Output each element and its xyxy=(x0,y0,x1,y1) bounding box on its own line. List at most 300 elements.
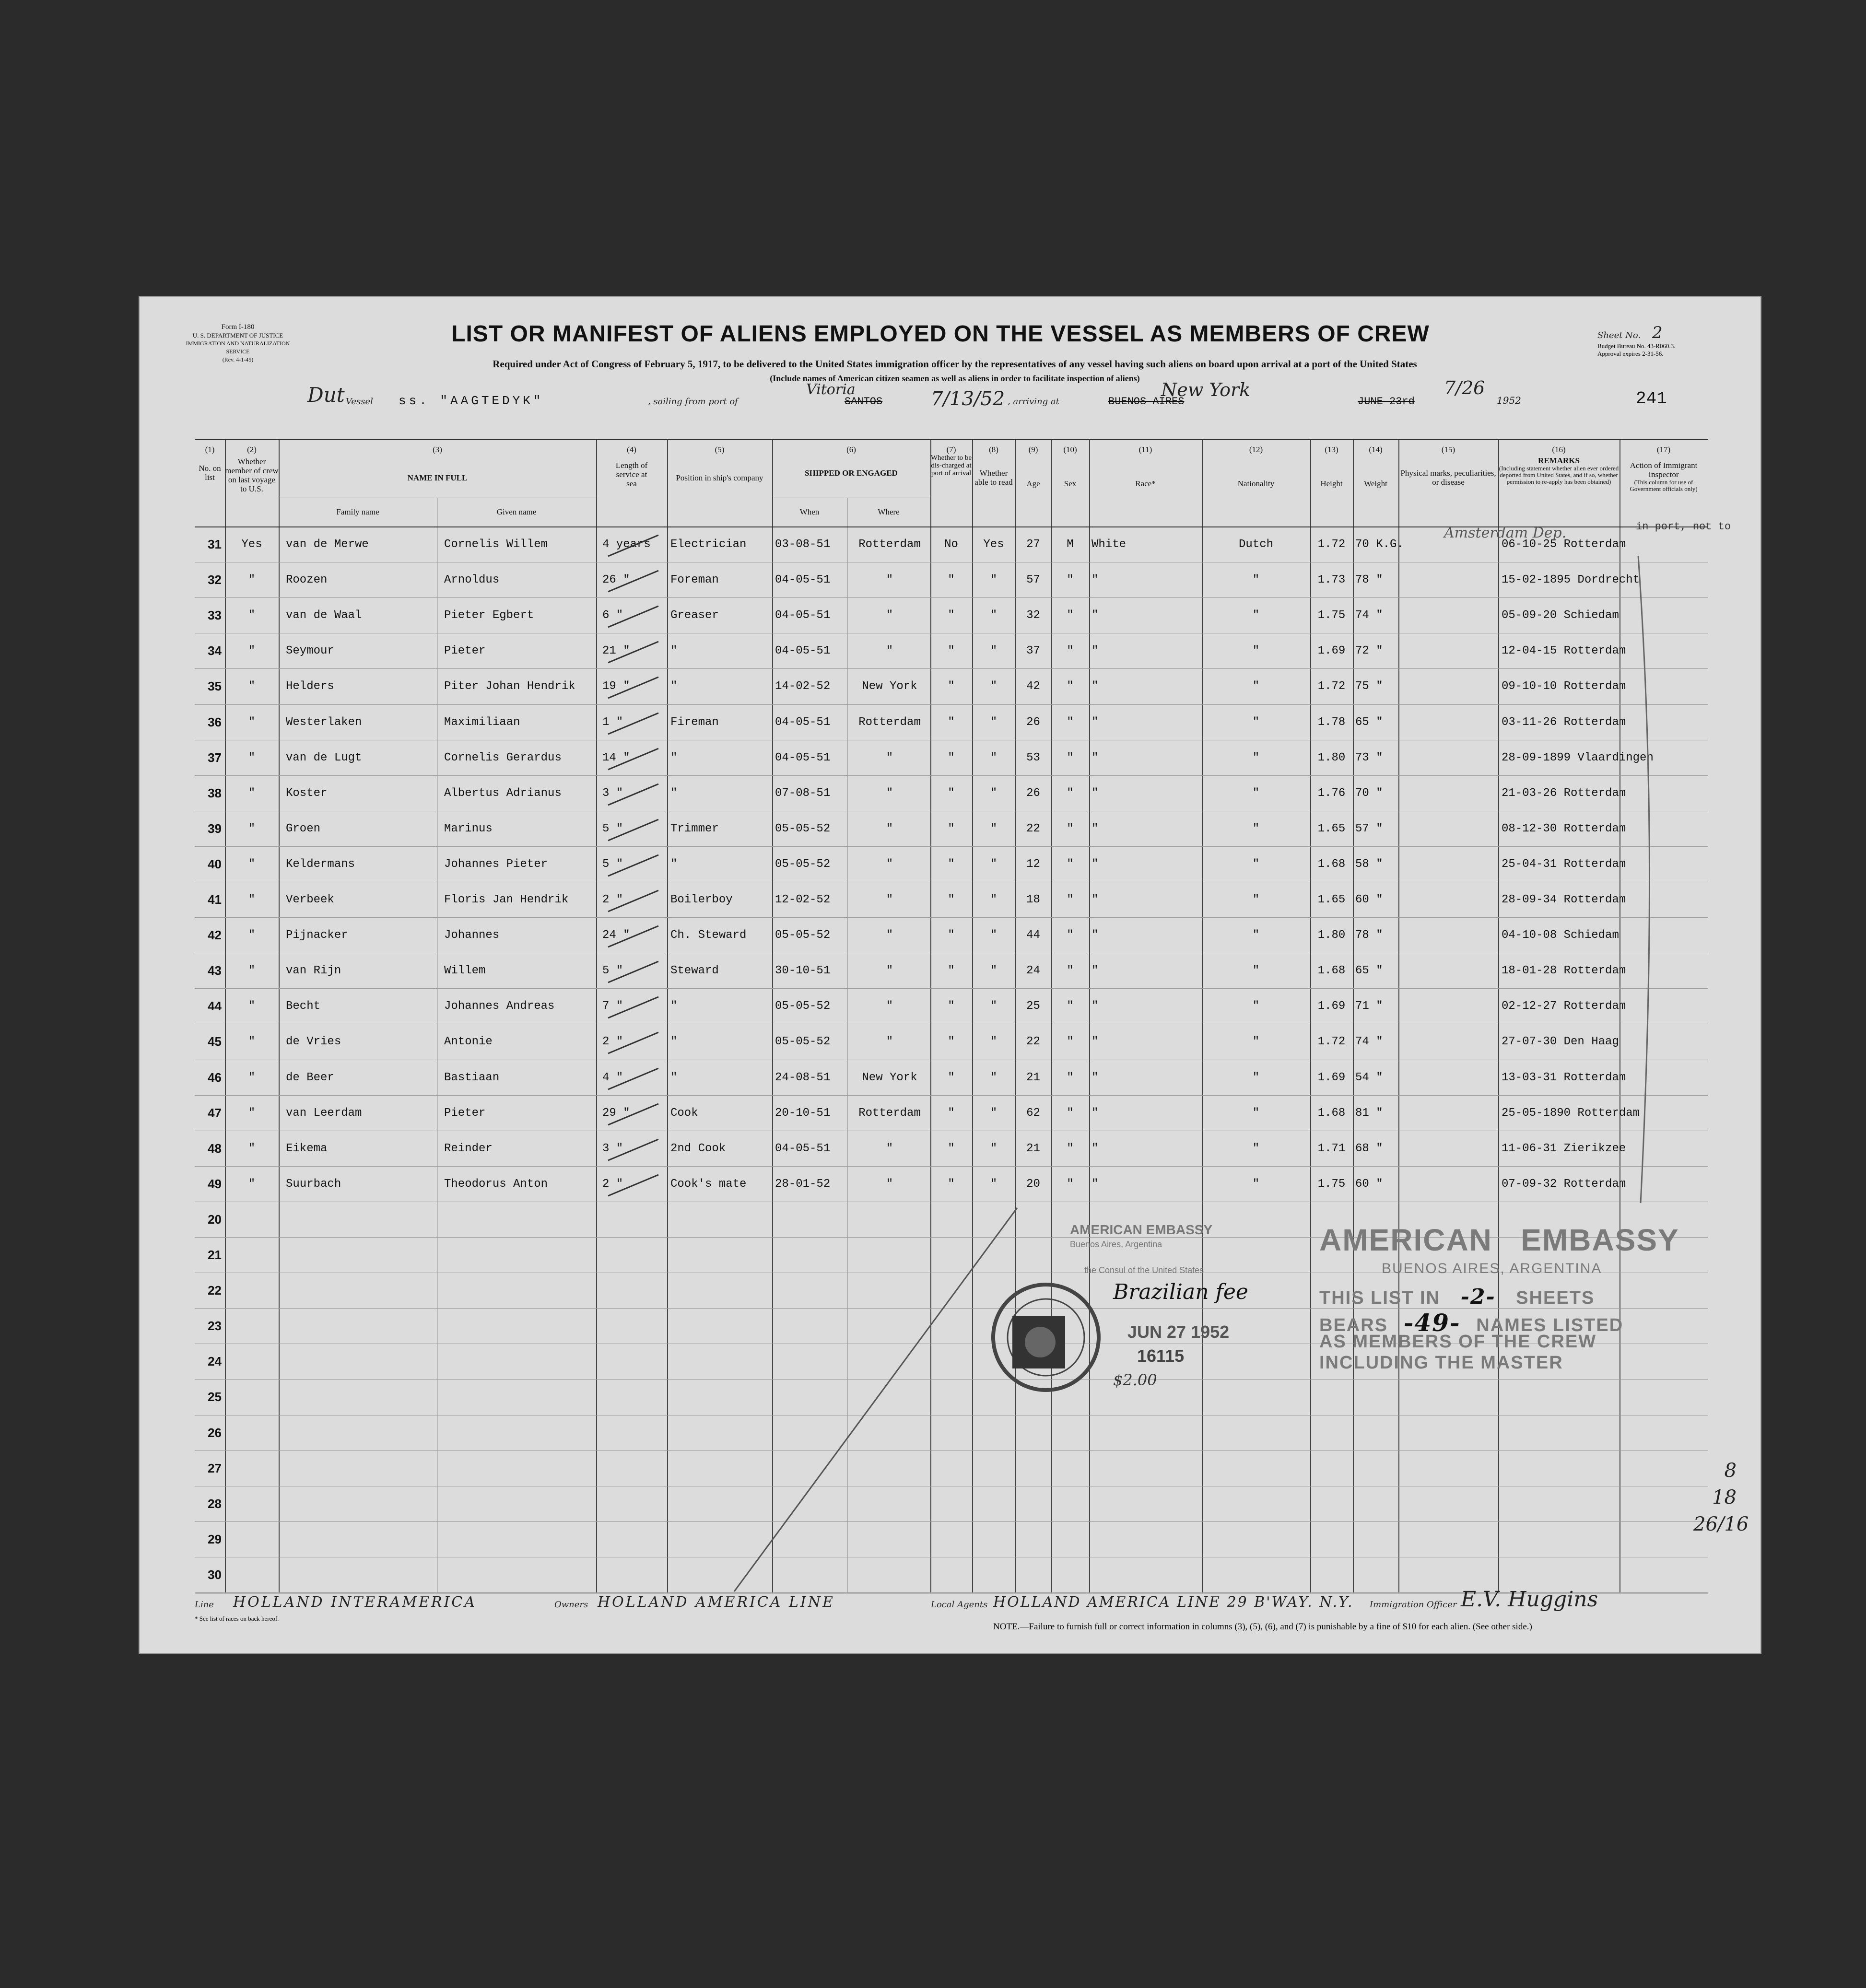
row-number: 41 xyxy=(208,892,222,907)
col-label: Position in ship's company xyxy=(676,473,763,482)
cell-prev: " xyxy=(248,857,256,871)
tally-line: 8 xyxy=(1724,1460,1737,1482)
footer-line-value: HOLLAND INTERAMERICA xyxy=(233,1594,477,1611)
cell-where: " xyxy=(886,964,893,978)
cell-read: " xyxy=(990,929,998,942)
cell-discharge: " xyxy=(948,857,955,871)
footer-race-note: * See list of races on back hereof. xyxy=(195,1615,279,1622)
cell-height: 1.80 xyxy=(1317,929,1346,942)
cell-race: " xyxy=(1091,786,1099,800)
cell-race: " xyxy=(1091,715,1099,729)
cell-race: " xyxy=(1091,680,1099,693)
footer xyxy=(195,1587,1729,1642)
col-num: (7) xyxy=(946,445,956,454)
col-num: (8) xyxy=(989,445,998,454)
form-number: Form I-180 xyxy=(221,323,255,331)
cell-height: 1.68 xyxy=(1317,857,1346,871)
col-num: (15) xyxy=(1441,445,1455,454)
budget-bureau: Budget Bureau No. 43-R060.3. xyxy=(1597,342,1676,350)
tally-line: 26/16 xyxy=(1693,1513,1749,1535)
cell-sex: " xyxy=(1067,609,1074,622)
cell-sex: M xyxy=(1067,538,1074,551)
cell-position: " xyxy=(670,644,678,658)
cell-sex: " xyxy=(1067,1106,1074,1120)
cell-age: 26 xyxy=(1026,715,1040,729)
cell-when: 04-05-51 xyxy=(775,751,831,764)
cell-remarks: 28-09-1899 Vlaardingen xyxy=(1502,751,1654,764)
cell-service: 21 " xyxy=(602,644,630,658)
cell-weight: 78 " xyxy=(1355,929,1383,942)
cell-race: " xyxy=(1091,751,1099,764)
cell-family: Keldermans xyxy=(286,857,355,871)
sheet-number: 2 xyxy=(1652,323,1663,342)
form-subtitle-note: (Include names of American citizen seamen as well as aliens in order to facilitate inspection of aliens) xyxy=(770,374,1140,383)
year: 1952 xyxy=(1497,395,1521,406)
cell-read: " xyxy=(990,573,998,587)
cell-height: 1.71 xyxy=(1317,1142,1346,1155)
row-number: 48 xyxy=(208,1141,222,1156)
cell-family: Verbeek xyxy=(286,893,334,906)
cell-given: Albertus Adrianus xyxy=(444,786,562,800)
cell-when: 03-08-51 xyxy=(775,538,831,551)
col-num: (5) xyxy=(715,445,725,454)
cell-where: Rotterdam xyxy=(858,715,921,729)
arriving-label: , arriving at xyxy=(1008,397,1059,407)
cell-height: 1.69 xyxy=(1317,1071,1346,1084)
cell-when: 24-08-51 xyxy=(775,1071,831,1084)
cell-remarks: 02-12-27 Rotterdam xyxy=(1502,1000,1626,1013)
cell-weight: 60 " xyxy=(1355,1177,1383,1191)
cell-when: 05-05-52 xyxy=(775,822,831,835)
cell-where: " xyxy=(886,573,893,587)
cell-sex: " xyxy=(1067,786,1074,800)
cell-prev: " xyxy=(248,1106,256,1120)
cell-service: 24 " xyxy=(602,929,630,942)
cell-prev: " xyxy=(248,609,256,622)
cell-discharge: " xyxy=(948,1106,955,1120)
stamp-small-line2: Buenos Aires, Argentina xyxy=(1070,1240,1162,1249)
cell-prev: " xyxy=(248,751,256,764)
cell-discharge: " xyxy=(948,680,955,693)
cell-given: Floris Jan Hendrik xyxy=(444,893,569,906)
cell-service: 3 " xyxy=(602,1142,623,1155)
cell-sex: " xyxy=(1067,1142,1074,1155)
cell-nationality: " xyxy=(1252,786,1260,800)
cell-age: 42 xyxy=(1026,680,1040,693)
cell-read: " xyxy=(990,751,998,764)
cell-sex: " xyxy=(1067,715,1074,729)
consular-stamp xyxy=(936,1213,1367,1414)
cell-remarks: 06-10-25 Rotterdam xyxy=(1502,538,1626,551)
row-number: 33 xyxy=(208,608,222,623)
cell-prev: " xyxy=(248,573,256,587)
cell-discharge: " xyxy=(948,964,955,978)
cell-prev: " xyxy=(248,964,256,978)
cell-read: " xyxy=(990,893,998,906)
cell-family: Roozen xyxy=(286,573,328,587)
cell-prev: " xyxy=(248,822,256,835)
cell-sex: " xyxy=(1067,857,1074,871)
cell-height: 1.69 xyxy=(1317,644,1346,658)
row-number: 31 xyxy=(208,537,222,551)
cell-nationality: " xyxy=(1252,573,1260,587)
stamp-this-list: THIS LIST IN xyxy=(1319,1288,1440,1308)
cell-race: " xyxy=(1091,822,1099,835)
cell-weight: 57 " xyxy=(1355,822,1383,835)
cell-height: 1.72 xyxy=(1317,1035,1346,1049)
sailing-port-hand: Vitoria xyxy=(806,381,856,398)
cell-position: Boilerboy xyxy=(670,893,733,906)
cell-race: " xyxy=(1091,1071,1099,1084)
pencil-marks xyxy=(140,297,1760,1653)
cell-where: " xyxy=(886,644,893,658)
row-number: 27 xyxy=(208,1461,222,1475)
row-number: 37 xyxy=(208,750,222,765)
col-label: Whether to be dis-charged at port of arrival xyxy=(931,454,972,477)
cell-position: " xyxy=(670,1071,678,1084)
cell-weight: 74 " xyxy=(1355,609,1383,622)
cell-nationality: " xyxy=(1252,1177,1260,1191)
footer-note: NOTE.—Failure to furnish full or correct information in columns (3), (5), (6), and (7) is punishable by a fine of $10 for each alien. (See other side.) xyxy=(993,1622,1532,1632)
cell-nationality: " xyxy=(1252,609,1260,622)
cell-remarks: 04-10-08 Schiedam xyxy=(1502,929,1619,942)
cell-given: Theodorus Anton xyxy=(444,1177,548,1191)
cell-given: Cornelis Willem xyxy=(444,538,548,551)
cell-race: " xyxy=(1091,644,1099,658)
cell-given: Antonie xyxy=(444,1035,493,1049)
row-number: 26 xyxy=(208,1425,222,1440)
cell-service: 14 " xyxy=(602,751,630,764)
cell-height: 1.80 xyxy=(1317,751,1346,764)
cell-nationality: " xyxy=(1252,964,1260,978)
col-label: Physical marks, peculiarities, or disease xyxy=(1400,468,1496,487)
cell-family: de Vries xyxy=(286,1035,341,1049)
cell-height: 1.73 xyxy=(1317,573,1346,587)
col-label: No. on list xyxy=(199,464,221,482)
cell-family: de Beer xyxy=(286,1071,334,1084)
cell-service: 3 " xyxy=(602,786,623,800)
cell-given: Johannes Andreas xyxy=(444,1000,555,1013)
cell-sex: " xyxy=(1067,680,1074,693)
footer-owners-value: HOLLAND AMERICA LINE xyxy=(598,1594,835,1611)
cell-position: " xyxy=(670,751,678,764)
cell-sex: " xyxy=(1067,893,1074,906)
col-label: Whether member of crew on last voyage to U.S. xyxy=(225,457,279,493)
stamp-small-line3: the Consul of the United States xyxy=(1084,1265,1204,1275)
cell-remarks: 15-02-1895 Dordrecht xyxy=(1502,573,1640,587)
col-header-given: Given name xyxy=(496,507,537,516)
stamp-sheets: SHEETS xyxy=(1516,1288,1595,1308)
cell-when: 04-05-51 xyxy=(775,715,831,729)
cell-height: 1.65 xyxy=(1317,893,1346,906)
cell-nationality: " xyxy=(1252,751,1260,764)
cell-discharge: " xyxy=(948,786,955,800)
cell-given: Pieter xyxy=(444,644,486,658)
arrival-date-typed: JUNE 23rd xyxy=(1358,396,1415,408)
cell-weight: 72 " xyxy=(1355,644,1383,658)
col-note: (This column for use of Government officials only) xyxy=(1630,479,1698,492)
col-label: Action of Immigrant Inspector xyxy=(1630,461,1698,479)
col17-note: in port, not to xyxy=(1636,521,1731,533)
manifest-sheet xyxy=(139,296,1761,1654)
cell-weight: 81 " xyxy=(1355,1106,1383,1120)
cell-read: " xyxy=(990,644,998,658)
cell-height: 1.72 xyxy=(1317,680,1346,693)
cell-nationality: " xyxy=(1252,680,1260,693)
row-number: 36 xyxy=(208,714,222,729)
cell-discharge: " xyxy=(948,609,955,622)
col-header-when: When xyxy=(799,507,820,516)
cell-where: New York xyxy=(862,1071,917,1084)
cell-position: " xyxy=(670,857,678,871)
cell-read: " xyxy=(990,1000,998,1013)
cell-position: Fireman xyxy=(670,715,719,729)
stamp-number: 16115 xyxy=(1137,1346,1185,1366)
col-num: (9) xyxy=(1028,445,1038,454)
arrival-port-hand: New York xyxy=(1161,379,1251,400)
cell-height: 1.78 xyxy=(1317,715,1346,729)
cell-given: Cornelis Gerardus xyxy=(444,751,562,764)
row-number: 34 xyxy=(208,643,222,658)
cell-weight: 73 " xyxy=(1355,751,1383,764)
cell-when: 30-10-51 xyxy=(775,964,831,978)
col-num: (16) xyxy=(1552,445,1566,454)
cell-age: 26 xyxy=(1026,786,1040,800)
cell-where: " xyxy=(886,1035,893,1049)
cell-where: " xyxy=(886,786,893,800)
footer-owners-label: Owners xyxy=(554,1600,588,1610)
cell-where: " xyxy=(886,1177,893,1191)
row-number: 47 xyxy=(208,1105,222,1120)
sailing-port-typed: SANTOS xyxy=(845,396,883,408)
cell-sex: " xyxy=(1067,1177,1074,1191)
cell-given: Pieter Egbert xyxy=(444,609,534,622)
embassy-stamp-line2: BUENOS AIRES, ARGENTINA xyxy=(1382,1261,1602,1276)
cell-given: Willem xyxy=(444,964,486,978)
cell-family: Pijnacker xyxy=(286,929,348,942)
cell-position: Trimmer xyxy=(670,822,719,835)
footer-officer-label: Immigration Officer xyxy=(1370,1600,1457,1610)
pencil-tally xyxy=(1693,1457,1749,1538)
cell-where: " xyxy=(886,822,893,835)
cell-nationality: " xyxy=(1252,1142,1260,1155)
cell-when: 04-05-51 xyxy=(775,609,831,622)
cell-discharge: " xyxy=(948,929,955,942)
cell-family: van Leerdam xyxy=(286,1106,362,1120)
cell-nationality: " xyxy=(1252,929,1260,942)
cell-position: " xyxy=(670,1035,678,1049)
cell-prev: " xyxy=(248,715,256,729)
col-num: (14) xyxy=(1369,445,1383,454)
cell-age: 18 xyxy=(1026,893,1040,906)
row-number: 43 xyxy=(208,963,222,978)
cell-remarks: 18-01-28 Rotterdam xyxy=(1502,964,1626,978)
cell-family: Eikema xyxy=(286,1142,328,1155)
cell-weight: 68 " xyxy=(1355,1142,1383,1155)
cell-weight: 60 " xyxy=(1355,893,1383,906)
col-label: Height xyxy=(1320,479,1343,488)
cell-position: " xyxy=(670,680,678,693)
footer-agents-label: Local Agents xyxy=(931,1600,988,1610)
cell-where: " xyxy=(886,893,893,906)
cell-prev: " xyxy=(248,644,256,658)
col-num: (10) xyxy=(1063,445,1077,454)
cell-prev: " xyxy=(248,1000,256,1013)
cell-nationality: " xyxy=(1252,893,1260,906)
col-note: (Including statement whether alien ever ordered deported from United States, and if so, whether permission to re-apply has been obtained) xyxy=(1499,465,1619,485)
col-num: (11) xyxy=(1138,445,1152,454)
embassy-stamp xyxy=(1319,1222,1679,1395)
cell-remarks: 03-11-26 Rotterdam xyxy=(1502,715,1626,729)
cell-position: Cook xyxy=(670,1106,698,1120)
cell-discharge: " xyxy=(948,893,955,906)
cell-height: 1.68 xyxy=(1317,1106,1346,1120)
cell-when: 28-01-52 xyxy=(775,1177,831,1191)
service: IMMIGRATION AND NATURALIZATION SERVICE xyxy=(186,340,290,355)
cell-family: Becht xyxy=(286,1000,321,1013)
cell-sex: " xyxy=(1067,1071,1074,1084)
cell-where: " xyxy=(886,609,893,622)
row-number: 39 xyxy=(208,821,222,836)
page-number: 241 xyxy=(1636,389,1667,409)
embassy-stamp-line1: AMERICAN EMBASSY xyxy=(1319,1223,1679,1257)
col-num: (6) xyxy=(846,445,856,454)
cell-family: van de Waal xyxy=(286,609,362,622)
cell-family: van Rijn xyxy=(286,964,341,978)
cell-family: Helders xyxy=(286,680,334,693)
col-num: (4) xyxy=(627,445,636,454)
cell-sex: " xyxy=(1067,573,1074,587)
row-number: 35 xyxy=(208,679,222,694)
cell-sex: " xyxy=(1067,644,1074,658)
cell-discharge: " xyxy=(948,822,955,835)
stamp-names-listed: NAMES LISTED xyxy=(1476,1315,1624,1335)
cell-sex: " xyxy=(1067,751,1074,764)
cell-weight: 70 " xyxy=(1355,786,1383,800)
cell-read: " xyxy=(990,680,998,693)
cell-height: 1.72 xyxy=(1317,538,1346,551)
cell-remarks: 28-09-34 Rotterdam xyxy=(1502,893,1626,906)
cell-age: 12 xyxy=(1026,857,1040,871)
cell-sex: " xyxy=(1067,929,1074,942)
cell-family: van de Lugt xyxy=(286,751,362,764)
consular-seal-icon xyxy=(984,1275,1108,1400)
cell-when: 07-08-51 xyxy=(775,786,831,800)
cell-service: 19 " xyxy=(602,680,630,693)
cell-age: 62 xyxy=(1026,1106,1040,1120)
cell-given: Pieter xyxy=(444,1106,486,1120)
cell-remarks: 21-03-26 Rotterdam xyxy=(1502,786,1626,800)
col-label: Length of service at sea xyxy=(615,461,648,488)
cell-remarks: 27-07-30 Den Haag xyxy=(1502,1035,1619,1049)
footer-line-label: Line xyxy=(195,1600,214,1610)
cell-family: van de Merwe xyxy=(286,538,369,551)
cell-given: Johannes xyxy=(444,929,500,942)
vessel-hand-prefix: Dut xyxy=(307,383,345,407)
stamp-hand-note: Brazilian fee xyxy=(1113,1280,1248,1304)
cell-prev: " xyxy=(248,1035,256,1049)
cell-age: 53 xyxy=(1026,751,1040,764)
cell-race: " xyxy=(1091,929,1099,942)
cell-read: " xyxy=(990,1177,998,1191)
cell-sex: " xyxy=(1067,1000,1074,1013)
cell-when: 05-05-52 xyxy=(775,1035,831,1049)
cell-position: Electrician xyxy=(670,538,747,551)
cell-nationality: " xyxy=(1252,1000,1260,1013)
embassy-stamp-line6: INCLUDING THE MASTER xyxy=(1319,1353,1563,1373)
col-label: NAME IN FULL xyxy=(407,473,468,482)
cell-service: 4 " xyxy=(602,1071,623,1084)
cell-height: 1.75 xyxy=(1317,609,1346,622)
cell-nationality: " xyxy=(1252,1071,1260,1084)
cell-height: 1.76 xyxy=(1317,786,1346,800)
stamp-fee: $2.00 xyxy=(1113,1371,1157,1389)
cell-discharge: " xyxy=(948,715,955,729)
cell-discharge: " xyxy=(948,1142,955,1155)
row-number: 45 xyxy=(208,1034,222,1049)
cell-read: " xyxy=(990,1106,998,1120)
col-header-where: Where xyxy=(878,507,900,516)
col-header-family: Family name xyxy=(336,507,379,516)
cell-weight: 74 " xyxy=(1355,1035,1383,1049)
cell-race: " xyxy=(1091,893,1099,906)
cell-prev: " xyxy=(248,1071,256,1084)
cell-age: 27 xyxy=(1026,538,1040,551)
cell-prev: " xyxy=(248,893,256,906)
cell-read: " xyxy=(990,1035,998,1049)
cell-age: 21 xyxy=(1026,1142,1040,1155)
cell-remarks: 12-04-15 Rotterdam xyxy=(1502,644,1626,658)
row-number: 30 xyxy=(208,1567,222,1582)
cell-remarks: 05-09-20 Schiedam xyxy=(1502,609,1619,622)
cell-service: 5 " xyxy=(602,857,623,871)
col-label: SHIPPED OR ENGAGED xyxy=(805,468,898,478)
col-num: (1) xyxy=(205,445,215,454)
cell-given: Reinder xyxy=(444,1142,493,1155)
cell-family: Groen xyxy=(286,822,321,835)
cell-service: 26 " xyxy=(602,573,630,587)
stamp-small-line1: AMERICAN EMBASSY xyxy=(1070,1222,1213,1237)
cell-race: " xyxy=(1091,1035,1099,1049)
cell-given: Maximiliaan xyxy=(444,715,520,729)
row-number: 20 xyxy=(208,1212,222,1227)
cell-weight: 70 K.G. xyxy=(1355,538,1404,551)
row-number: 28 xyxy=(208,1496,222,1511)
cell-read: " xyxy=(990,822,998,835)
cell-when: 04-05-51 xyxy=(775,644,831,658)
col-num: (17) xyxy=(1656,445,1671,454)
cell-race: " xyxy=(1091,1106,1099,1120)
sailing-date-hand: 7/13/52 xyxy=(931,388,1005,410)
cell-service: 2 " xyxy=(602,1035,623,1049)
cell-service: 2 " xyxy=(602,893,623,906)
cell-age: 32 xyxy=(1026,609,1040,622)
cell-discharge: " xyxy=(948,573,955,587)
cell-read: " xyxy=(990,786,998,800)
row-number: 40 xyxy=(208,856,222,871)
stamp-count-hand: -49- xyxy=(1403,1309,1461,1337)
cell-nationality: " xyxy=(1252,857,1260,871)
stamp-bears: BEARS xyxy=(1319,1315,1388,1335)
cell-discharge: " xyxy=(948,644,955,658)
cell-service: 6 " xyxy=(602,609,623,622)
cell-when: 12-02-52 xyxy=(775,893,831,906)
form-subtitle: Required under Act of Congress of February 5, 1917, to be delivered to the United States immigration officer by the representatives of any vessel having such aliens on board upon arrival at a port of the United States xyxy=(493,358,1417,370)
cell-where: " xyxy=(886,929,893,942)
cell-remarks: 08-12-30 Rotterdam xyxy=(1502,822,1626,835)
cell-where: " xyxy=(886,1000,893,1013)
approval-expires: Approval expires 2-31-56. xyxy=(1597,350,1664,357)
